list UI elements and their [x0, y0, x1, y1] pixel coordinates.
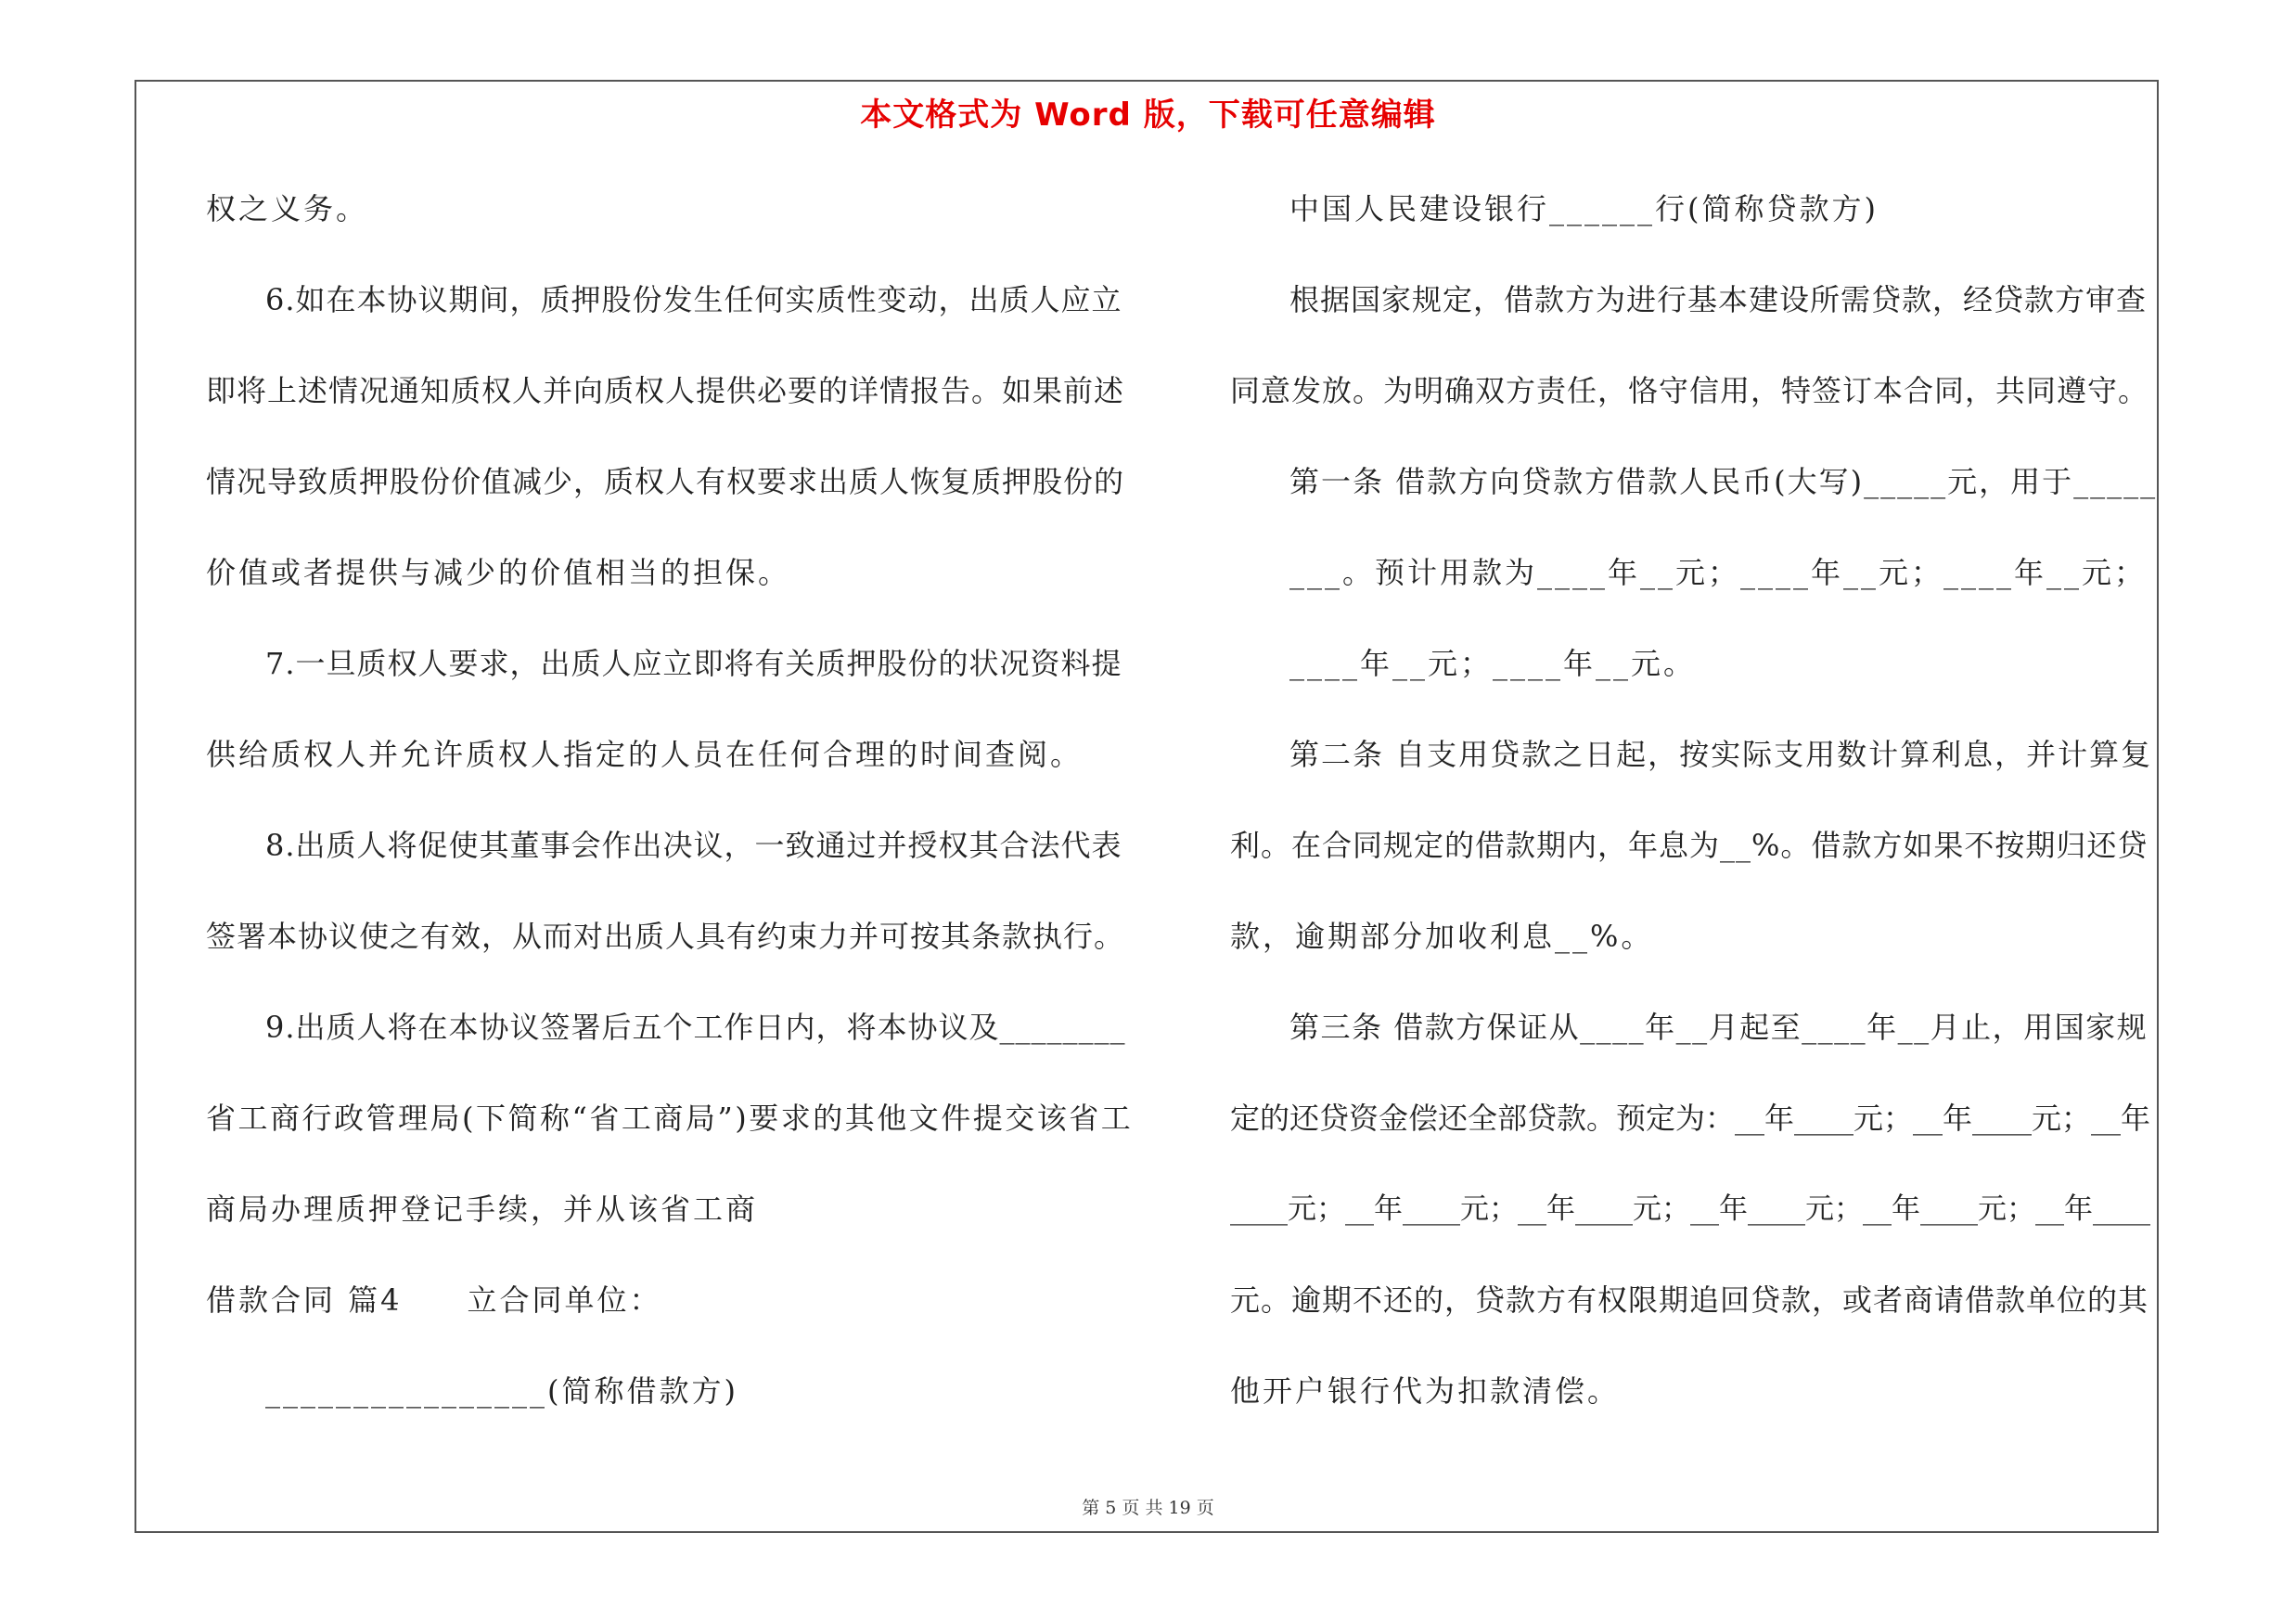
paragraph-line: 根据国家规定，借款方为进行基本建设所需贷款，经贷款方审查 — [1289, 282, 2148, 317]
paragraph-line: 同意发放。为明确双方责任，恪守信用，特签订本合同，共同遵守。 — [1230, 373, 2149, 408]
paragraph-line: 权之义务。 — [206, 191, 369, 226]
paragraph-line: 情况导致质押股份价值减少，质权人有权要求出质人恢复质押股份的 — [206, 464, 1125, 499]
page-number: 第 5 页 共 19 页 — [1082, 1498, 1214, 1518]
paragraph-line: ________________(简称借款方) — [265, 1373, 738, 1409]
format-notice-banner: 本文格式为 Word 版，下载可任意编辑 — [860, 97, 1436, 134]
paragraph-line: 定的还贷资金偿还全部贷款。预定为：__年____元；__年____元；__年 — [1230, 1101, 2151, 1136]
paragraph-line: 第三条 借款方保证从____年__月起至____年__月止，用国家规 — [1289, 1010, 2148, 1045]
paragraph-line: 7.一旦质权人要求，出质人应立即将有关质押股份的状况资料提 — [265, 646, 1122, 681]
paragraph-line: 6.如在本协议期间，质押股份发生任何实质性变动，出质人应立 — [265, 282, 1122, 317]
section-heading: 借款合同 篇4 立合同单位： — [206, 1282, 662, 1318]
paragraph-line: 他开户银行代为扣款清偿。 — [1230, 1373, 1621, 1409]
paragraph-line: 商局办理质押登记手续，并从该省工商 — [206, 1191, 759, 1227]
paragraph-line: 即将上述情况通知质权人并向质权人提供必要的详情报告。如果前述 — [206, 373, 1125, 408]
paragraph-line: ____元；__年____元；__年____元；__年____元；__年____元；__年____ — [1230, 1192, 2150, 1226]
paragraph-line: 第一条 借款方向贷款方借款人民币(大写)_____元，用于_____ — [1289, 464, 2158, 499]
paragraph-line: 款，逾期部分加收利息__%。 — [1230, 919, 1654, 954]
paragraph-line: 价值或者提供与减少的价值相当的担保。 — [206, 555, 791, 590]
paragraph-line: 供给质权人并允许质权人指定的人员在任何合理的时间查阅。 — [206, 737, 1084, 772]
paragraph-line: 签署本协议使之有效，从而对出质人具有约束力并可按其条款执行。 — [206, 919, 1125, 954]
paragraph-line: ____年__元；____年__元。 — [1289, 646, 1697, 681]
paragraph-line: 9.出质人将在本协议签署后五个工作日内，将本协议及________ — [265, 1010, 1126, 1045]
paragraph-line: 中国人民建设银行______行(简称贷款方) — [1289, 191, 1879, 226]
paragraph-line: 省工商行政管理局(下简称“省工商局”)要求的其他文件提交该省工 — [206, 1101, 1134, 1136]
paragraph-line: 利。在合同规定的借款期内，年息为__%。借款方如果不按期归还贷 — [1230, 828, 2148, 863]
paragraph-line: 8.出质人将促使其董事会作出决议，一致通过并授权其合法代表 — [265, 828, 1122, 863]
paragraph-line: 元。逾期不还的，贷款方有权限期追回贷款，或者商请借款单位的其 — [1230, 1282, 2149, 1318]
paragraph-line: 第二条 自支用贷款之日起，按实际支用数计算利息，并计算复 — [1289, 737, 2153, 772]
paragraph-line: ___。预计用款为____年__元；____年__元；____年__元； — [1289, 555, 2148, 590]
